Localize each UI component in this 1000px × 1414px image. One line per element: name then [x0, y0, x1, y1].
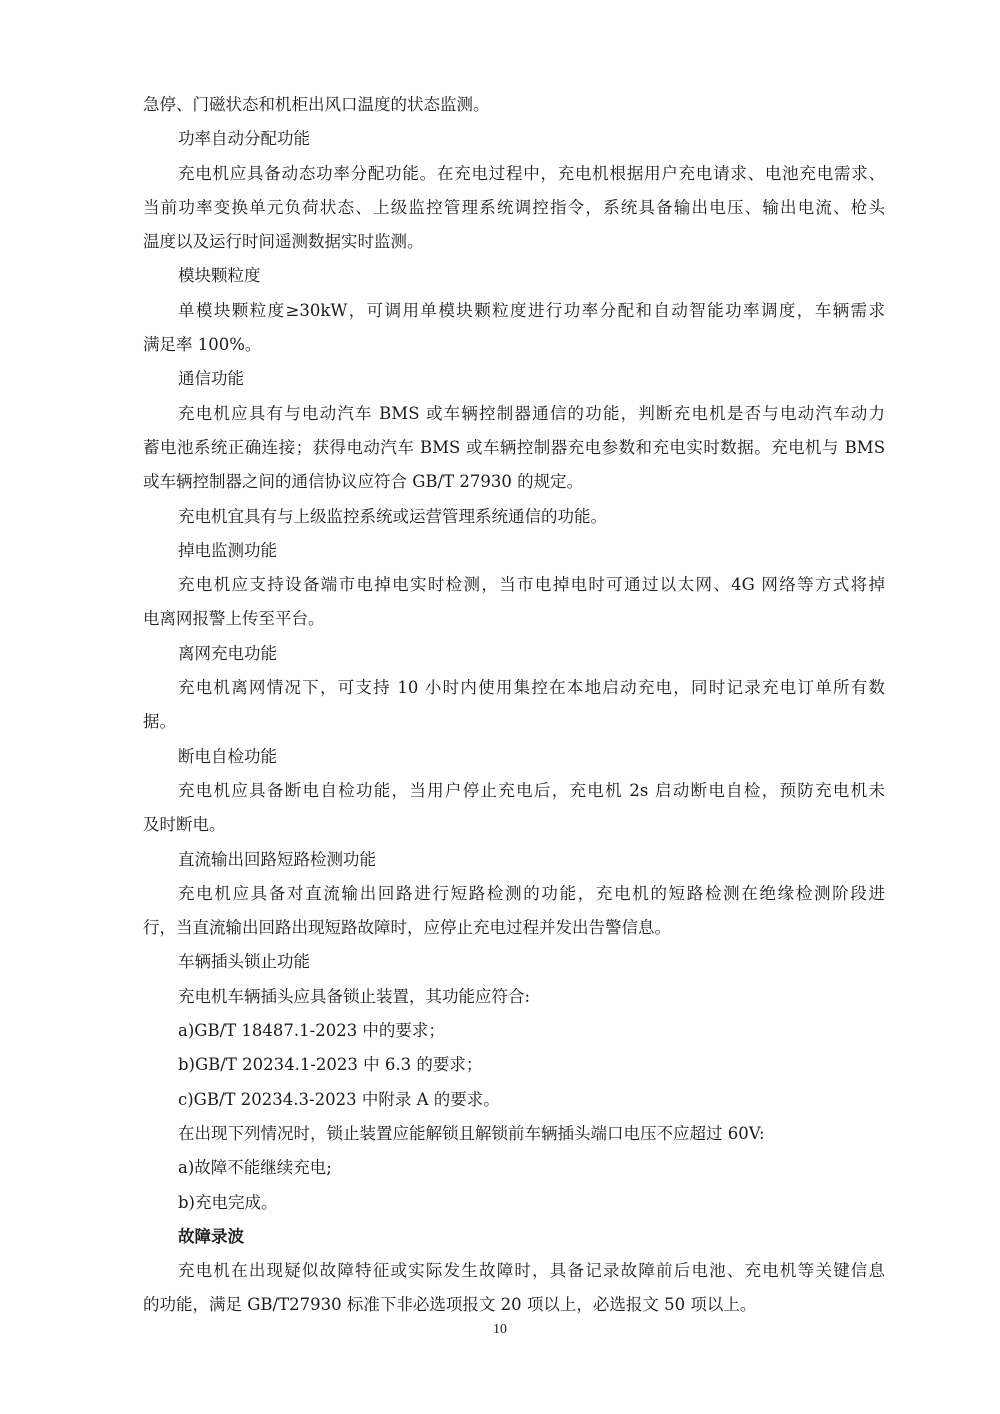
- text-line: 在出现下列情况时，锁止装置应能解锁且解锁前车辆插头端口电压不应超过 60V:: [178, 1123, 765, 1143]
- text-line: 通信功能: [178, 369, 244, 389]
- text-line: 充电机应具备对直流输出回路进行短路检测的功能，充电机的短路检测在绝缘检测阶段进: [178, 883, 885, 903]
- text-line: 据。: [143, 712, 176, 732]
- text-line: 行，当直流输出回路出现短路故障时，应停止充电过程并发出告警信息。: [143, 918, 671, 938]
- text-line: 温度以及运行时间遥测数据实时监测。: [143, 232, 424, 252]
- text-line: 功率自动分配功能: [178, 129, 310, 149]
- text-line: 充电机车辆插头应具备锁止装置，其功能应符合:: [178, 986, 531, 1006]
- text-line: 电离网报警上传至平台。: [143, 609, 325, 629]
- text-line: 直流输出回路短路检测功能: [178, 849, 376, 869]
- text-line: b)GB/T 20234.1-2023 中 6.3 的要求；: [178, 1055, 483, 1075]
- text-line: 模块颗粒度: [178, 266, 261, 286]
- text-line: 的功能，满足 GB/T27930 标准下非必选项报文 20 项以上，必选报文 50 项以上。: [143, 1295, 757, 1315]
- text-line: 急停、门磁状态和机柜出风口温度的状态监测。: [143, 95, 490, 114]
- text-line: b)充电完成。: [178, 1192, 278, 1212]
- text-line: 蓄电池系统正确连接；获得电动汽车 BMS 或车辆控制器充电参数和充电实时数据。充电机与 BMS: [143, 437, 885, 457]
- text-line: 掉电监测功能: [178, 540, 277, 560]
- text-line: a)GB/T 18487.1-2023 中的要求；: [178, 1021, 445, 1041]
- text-line: 单模块颗粒度≥30kW，可调用单模块颗粒度进行功率分配和自动智能功率调度，车辆需求: [178, 300, 885, 320]
- text-line: 充电机宜具有与上级监控系统或运营管理系统通信的功能。: [178, 506, 607, 526]
- text-line: 离网充电功能: [178, 643, 277, 663]
- text-line: 当前功率变换单元负荷状态、上级监控管理系统调控指令，系统具备输出电压、输出电流、枪头: [143, 197, 885, 217]
- text-line: 满足率 100%。: [143, 335, 262, 355]
- text-line: 或车辆控制器之间的通信协议应符合 GB/T 27930 的规定。: [143, 472, 584, 492]
- text-line: 充电机应具备动态功率分配功能。在充电过程中，充电机根据用户充电请求、电池充电需求、: [178, 163, 885, 183]
- text-line: c)GB/T 20234.3-2023 中附录 A 的要求。: [178, 1089, 500, 1109]
- text-line: 充电机应支持设备端市电掉电实时检测，当市电掉电时可通过以太网、4G 网络等方式将掉: [178, 575, 885, 595]
- text-line: 断电自检功能: [178, 746, 277, 766]
- section-heading: 故障录波: [178, 1226, 244, 1246]
- text-line: 及时断电。: [143, 815, 226, 835]
- text-line: 充电机离网情况下，可支持 10 小时内使用集控在本地启动充电，同时记录充电订单所有数: [178, 678, 885, 698]
- document-body: [143, 88, 885, 1323]
- text-line: 充电机应具备断电自检功能，当用户停止充电后，充电机 2s 启动断电自检，预防充电机未: [178, 780, 885, 800]
- text-line: 充电机应具有与电动汽车 BMS 或车辆控制器通信的功能，判断充电机是否与电动汽车动力: [178, 403, 885, 423]
- text-line: a)故障不能继续充电;: [178, 1158, 332, 1178]
- text-line: 充电机在出现疑似故障特征或实际发生故障时，具备记录故障前后电池、充电机等关键信息: [178, 1261, 885, 1281]
- text-line: 车辆插头锁止功能: [178, 952, 310, 972]
- page-number: 10: [493, 1322, 507, 1337]
